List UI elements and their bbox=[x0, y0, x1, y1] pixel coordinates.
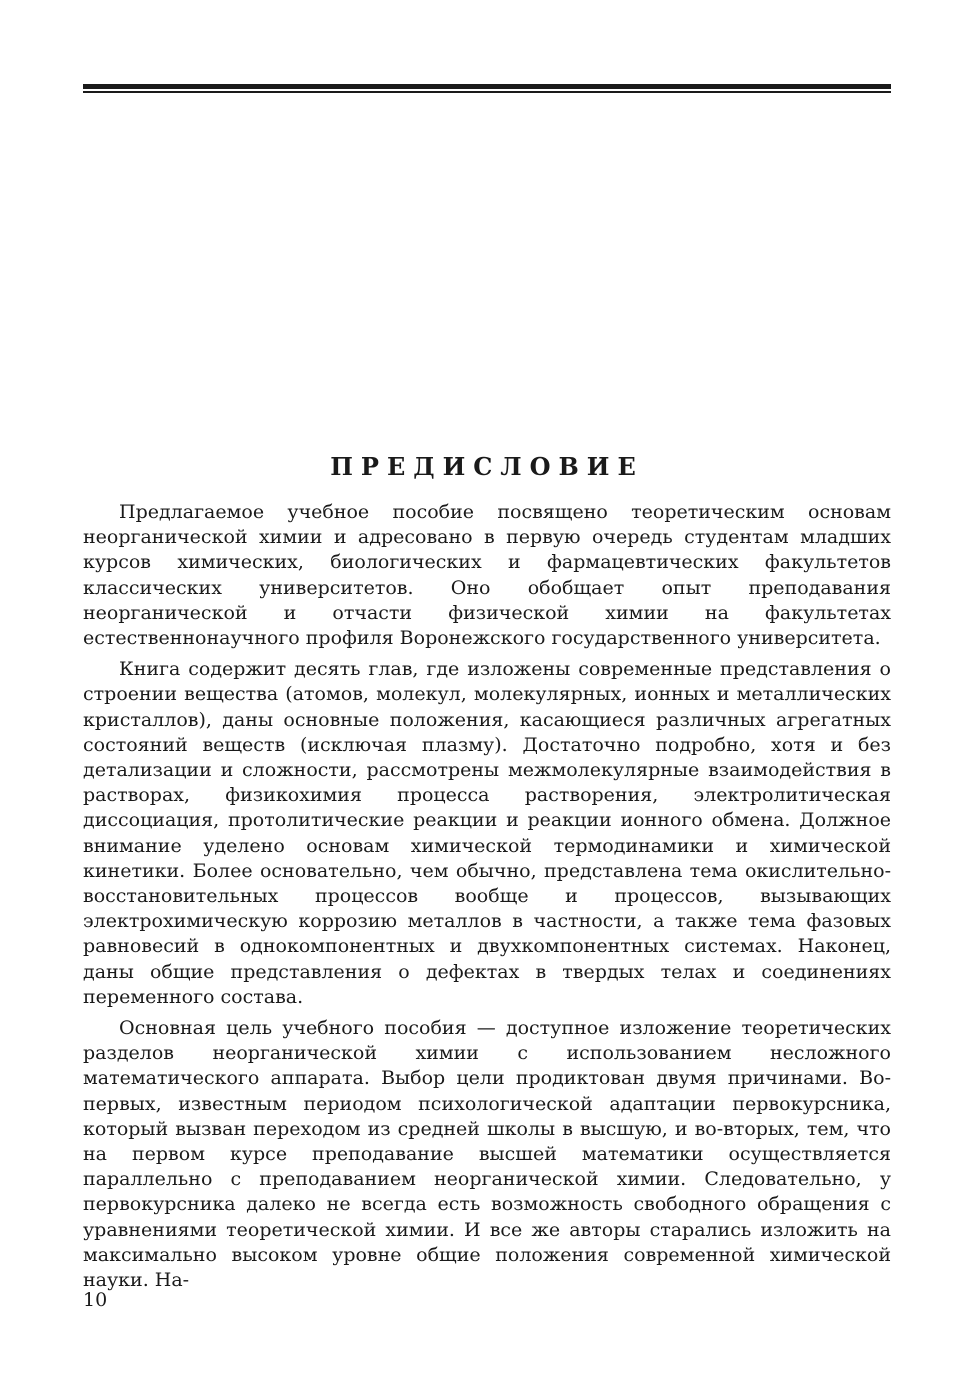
body-text bbox=[83, 500, 891, 1299]
paragraph-3: Основная цель учебного пособия — доступное изложение теоретических разделов неорганической химии с использованием несложного математического аппарата. Выбор цели продиктован двумя причинами. Во-первых, известным периодом психологической адаптации первокурсника, который вызван переходом из средней школы в высшую, и во-вторых, тем, что на первом курсе преподавание высшей математики осуществляется параллельно с преподаванием неорганической химии. Следовательно, у первокурсника далеко не всегда есть возможность свободного обращения с уравнениями теоретической химии. И все же авторы старались изложить на максимально высоком уровне общие положения современной химической науки. На- bbox=[83, 1017, 891, 1292]
paragraph-1: Предлагаемое учебное пособие посвящено теоретическим основам неорганической химии и адресовано в первую очередь студентам младших курсов химических, биологических и фармацевтических факультетов классических университетов. Оно обобщает опыт преподавания неорганической и отчасти физической химии на факультетах естественнонаучного профиля Воронежского государственного университета. bbox=[83, 501, 891, 650]
paragraph-2: Книга содержит десять глав, где изложены современные представления о строении вещества (атомов, молекул, молекулярных, ионных и металлических кристаллов), даны основные положения, касающиеся различных агрегатных состояний веществ (исключая плазму). Достаточно подробно, хотя и без детализации и сложности, рассмотрены межмолекулярные взаимодействия в растворах, физикохимия процесса растворения, электролитическая диссоциация, протолитические реакции и реакции ионного обмена. Должное внимание уделено основам химической термодинамики и химической кинетики. Более основательно, чем обычно, представлена тема окислительно-восстановительных процессов вообще и процессов, вызывающих электрохимическую коррозию металлов в частности, а также тема фазовых равновесий в однокомпонентных и двухкомпонентных системах. Наконец, даны общие представления о дефектах в твердых телах и соединениях переменного состава. bbox=[83, 658, 891, 1008]
page-number: 10 bbox=[83, 1289, 108, 1311]
top-rule-thick bbox=[83, 84, 891, 89]
top-rule-thin bbox=[83, 91, 891, 93]
page-heading: ПРЕДИСЛОВИЕ bbox=[330, 452, 644, 481]
